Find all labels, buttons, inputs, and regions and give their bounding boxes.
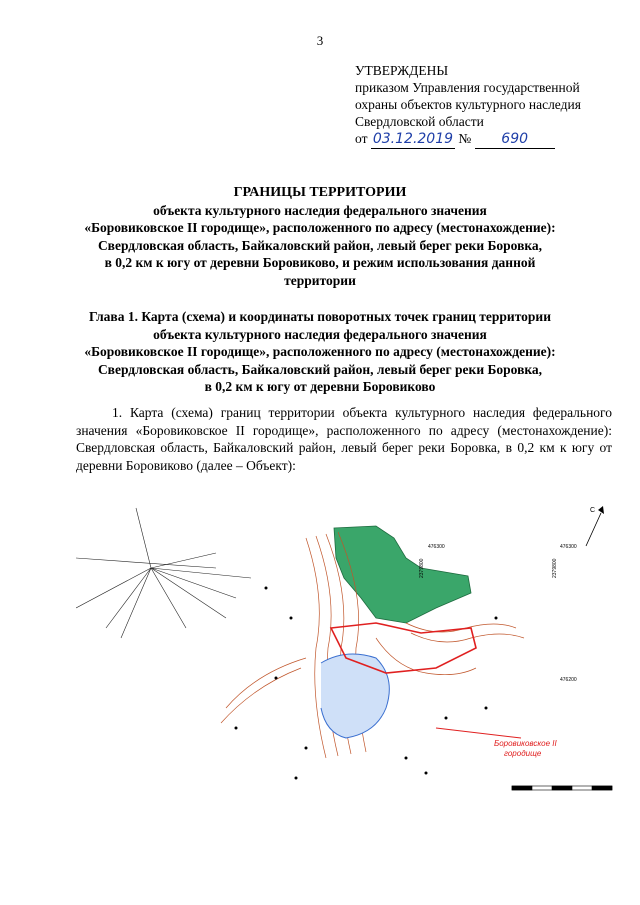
scale-bar: [512, 786, 612, 790]
object-label: Боровиковское II: [494, 739, 557, 748]
grid-label: 2379800: [419, 558, 425, 578]
boundary-map: [76, 498, 624, 816]
approval-line: охраны объектов культурного наследия: [355, 97, 581, 112]
object-label: городище: [504, 749, 542, 758]
number-prefix: №: [458, 131, 472, 146]
chapter-line: в 0,2 км к югу от деревни Боровиково: [204, 379, 436, 394]
grid-label: 476300: [428, 544, 445, 550]
handwritten-number: 690: [475, 131, 555, 149]
grid-label: 476200: [560, 677, 577, 683]
title-line: Свердловская область, Байкаловский район, левый берег реки Боровка,: [97, 237, 543, 253]
title-line: объекта культурного наследия федерального значения: [153, 202, 487, 218]
title-line: территории: [284, 272, 356, 288]
title-line: «Боровиковское II городище», расположенного по адресу (местонахождение):: [84, 220, 556, 235]
title-line: ГРАНИЦЫ ТЕРРИТОРИИ: [233, 185, 407, 200]
chapter-heading: [60, 308, 580, 396]
north-arrow-icon: [586, 506, 604, 546]
chapter-line: Свердловская область, Байкаловский район, левый берег реки Боровка,: [97, 361, 543, 377]
page-number: 3: [316, 33, 324, 48]
title-line: в 0,2 км к югу от деревни Боровиково, и режим использования данной: [104, 255, 536, 270]
object-leader-line: [436, 728, 521, 738]
chapter-line: «Боровиковское II городище», расположенного по адресу (местонахождение):: [84, 344, 556, 359]
river: [321, 654, 389, 738]
document-title: [60, 184, 580, 289]
approval-date-line: [355, 130, 635, 149]
approval-line: Свердловской области: [355, 114, 484, 129]
north-label: С: [590, 507, 596, 514]
grid-label: 2379800: [552, 558, 558, 578]
forest-area: [334, 526, 471, 623]
chapter-line: Глава 1. Карта (схема) и координаты поворотных точек границ территории: [89, 309, 551, 324]
approval-title: УТВЕРЖДЕНЫ: [355, 63, 449, 78]
handwritten-date: 03.12.2019: [372, 131, 454, 147]
body-paragraph: 1. Карта (схема) границ территории объекта культурного наследия федерального значения «Боровиковское II городище», расположенного по адресу (местонахождение): Свердловская область, Байкаловский район, левый берег реки Боровка, в 0,2 км к югу от деревни Боровиково (далее – Объект):: [76, 405, 612, 473]
grid-label: 476300: [560, 544, 577, 550]
orientation-lines: [76, 508, 251, 638]
approval-line: приказом Управления государственной: [355, 80, 580, 95]
date-prefix: от: [355, 131, 368, 146]
approval-block: [355, 62, 635, 149]
chapter-line: объекта культурного наследия федерального значения: [153, 326, 487, 342]
